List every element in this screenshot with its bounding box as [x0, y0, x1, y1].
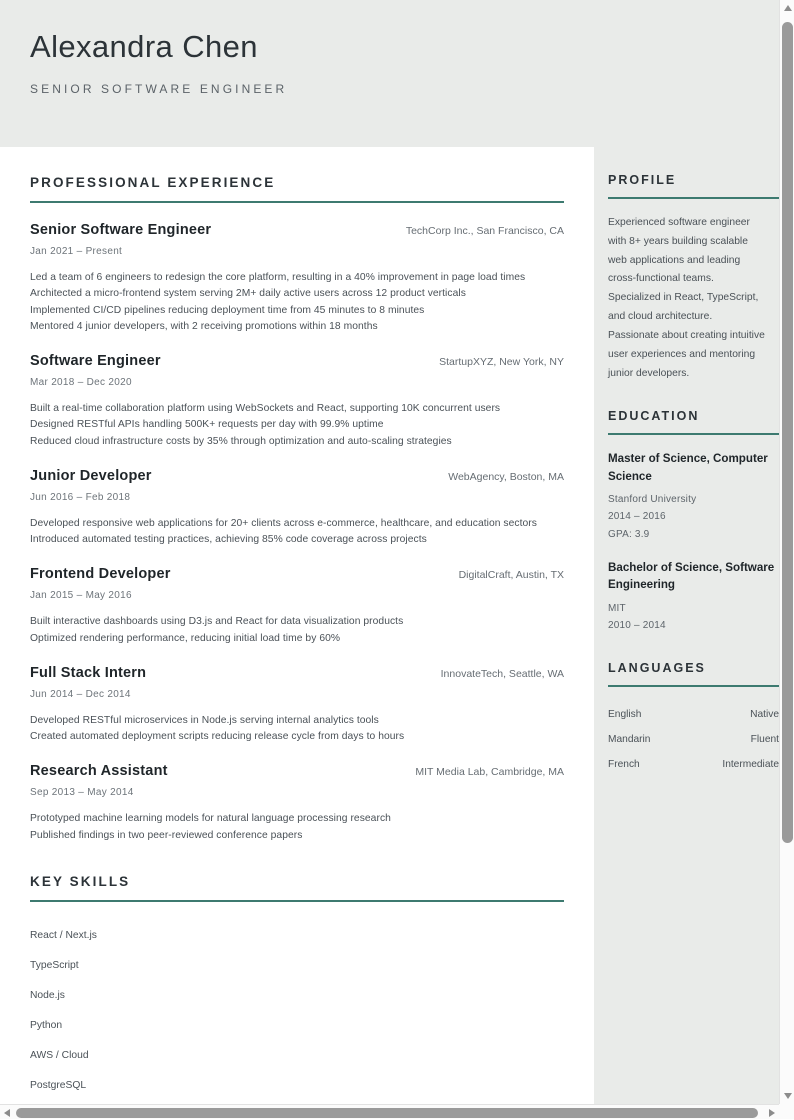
skill-item: React / Next.js — [30, 930, 97, 942]
experience-bullet: Published findings in two peer-reviewed conference papers — [30, 829, 303, 841]
language-row — [608, 752, 779, 777]
resume-header — [0, 0, 779, 147]
education-school: Stanford University — [608, 493, 697, 505]
section-heading-experience: PROFESSIONAL EXPERIENCE — [30, 175, 276, 190]
education-degree: Bachelor of Science, Software Engineering — [608, 561, 775, 592]
experience-company-location: StartupXYZ, New York, NY — [439, 356, 564, 369]
scrollbar-corner — [779, 1104, 794, 1119]
experience-list — [30, 222, 564, 844]
resume-body — [0, 147, 779, 1104]
experience-entry-header — [30, 353, 564, 369]
language-name: French — [608, 758, 640, 770]
experience-bullet-list — [30, 614, 564, 647]
experience-bullet: Created automated deployment scripts reducing release cycle from days to hours — [30, 731, 405, 743]
candidate-job-title: SENIOR SOFTWARE ENGINEER — [30, 82, 288, 97]
skill-item: Node.js — [30, 990, 65, 1002]
experience-bullet: Developed responsive web applications for 20+ clients across e-commerce, healthcare, and education sectors — [30, 517, 537, 529]
section-rule-experience — [30, 201, 564, 203]
experience-bullet-list — [30, 713, 564, 746]
experience-bullet: Prototyped machine learning models for natural language processing research — [30, 813, 391, 825]
experience-date-range: Jun 2016 – Feb 2018 — [30, 491, 131, 503]
experience-job-title: Junior Developer — [30, 467, 152, 484]
experience-bullet-list — [30, 811, 564, 844]
section-heading-profile: PROFILE — [608, 173, 677, 187]
horizontal-scrollbar-thumb[interactable] — [16, 1108, 758, 1118]
experience-job-title: Research Assistant — [30, 763, 168, 780]
section-professional-experience — [30, 175, 564, 844]
experience-bullet: Implemented CI/CD pipelines reducing deployment time from 45 minutes to 8 minutes — [30, 304, 425, 316]
section-education — [608, 409, 779, 634]
experience-entry-header — [30, 566, 564, 582]
education-degree: Master of Science, Computer Science — [608, 452, 768, 483]
experience-bullet: Led a team of 6 engineers to redesign the core platform, resulting in a 40% improvement in page load times — [30, 272, 526, 283]
experience-bullet: Introduced automated testing practices, achieving 85% code coverage across projects — [30, 534, 427, 546]
experience-company-location: InnovateTech, Seattle, WA — [440, 667, 564, 680]
sidebar-column — [594, 147, 779, 1104]
experience-entry-header — [30, 222, 564, 238]
language-level: Intermediate — [722, 758, 779, 770]
experience-bullet: Mentored 4 junior developers, with 2 receiving promotions within 18 months — [30, 320, 378, 332]
experience-company-location: MIT Media Lab, Cambridge, MA — [415, 766, 564, 779]
vertical-scrollbar[interactable] — [779, 0, 794, 1104]
experience-company-location: DigitalCraft, Austin, TX — [458, 569, 564, 582]
experience-company-location: WebAgency, Boston, MA — [448, 470, 564, 483]
skill-item: TypeScript — [30, 960, 79, 972]
language-level: Native — [750, 708, 779, 720]
experience-entry — [30, 222, 564, 335]
experience-date-range: Jan 2021 – Present — [30, 246, 123, 257]
experience-entry — [30, 763, 564, 844]
language-name: Mandarin — [608, 733, 651, 745]
scroll-up-arrow-icon[interactable] — [780, 0, 794, 16]
experience-entry — [30, 353, 564, 450]
candidate-name: Alexandra Chen — [30, 29, 258, 64]
scroll-right-arrow-icon[interactable] — [763, 1105, 779, 1120]
experience-entry-header — [30, 763, 564, 779]
education-list — [608, 450, 779, 634]
vertical-scrollbar-thumb[interactable] — [782, 22, 793, 843]
language-row — [608, 727, 779, 752]
languages-list — [608, 702, 779, 777]
section-rule-skills — [30, 900, 564, 902]
experience-bullet-list — [30, 270, 564, 335]
horizontal-scrollbar[interactable] — [0, 1104, 794, 1119]
experience-bullet: Architected a micro-frontend system serving 2M+ daily active users across 12 product verticals — [30, 288, 466, 300]
scroll-down-arrow-icon[interactable] — [780, 1088, 794, 1104]
language-row — [608, 702, 779, 727]
experience-bullet-list — [30, 401, 564, 450]
section-profile — [608, 173, 779, 383]
education-gpa: GPA: 3.9 — [608, 528, 650, 540]
education-entry — [608, 559, 779, 634]
experience-bullet: Reduced cloud infrastructure costs by 35% through optimization and auto-scaling strategies — [30, 435, 452, 447]
section-key-skills — [30, 874, 564, 1101]
experience-entry — [30, 566, 564, 647]
section-heading-education: EDUCATION — [608, 409, 700, 424]
experience-bullet-list — [30, 516, 564, 549]
experience-entry — [30, 468, 564, 549]
language-level: Fluent — [750, 733, 779, 745]
main-column — [0, 147, 594, 1104]
skills-list — [30, 921, 564, 1101]
experience-bullet: Optimized rendering performance, reducing initial load time by 60% — [30, 632, 341, 644]
experience-job-title: Software Engineer — [30, 353, 161, 370]
section-languages — [608, 661, 779, 777]
experience-date-range: Sep 2013 – May 2014 — [30, 787, 134, 799]
section-heading-skills: KEY SKILLS — [30, 873, 131, 889]
experience-date-range: Jan 2015 – May 2016 — [30, 590, 132, 602]
education-years: 2014 – 2016 — [608, 511, 666, 523]
experience-bullet: Developed RESTful microservices in Node.js serving internal analytics tools — [30, 714, 379, 726]
skill-item: Python — [30, 1020, 63, 1032]
scroll-left-arrow-icon[interactable] — [0, 1105, 16, 1120]
skill-item: PostgreSQL — [30, 1080, 87, 1092]
language-name: English — [608, 708, 642, 720]
experience-bullet: Built a real-time collaboration platform using WebSockets and React, supporting 10K concurrent users — [30, 403, 501, 415]
experience-date-range: Mar 2018 – Dec 2020 — [30, 377, 132, 389]
experience-job-title: Senior Software Engineer — [30, 222, 212, 238]
education-years: 2010 – 2014 — [608, 620, 666, 632]
section-heading-languages: LANGUAGES — [608, 660, 706, 675]
experience-entry-header — [30, 468, 564, 484]
skill-item: AWS / Cloud — [30, 1050, 89, 1062]
education-entry — [608, 450, 779, 543]
section-rule-education — [608, 433, 779, 435]
experience-bullet: Built interactive dashboards using D3.js and React for data visualization products — [30, 616, 404, 628]
experience-bullet: Designed RESTful APIs handling 500K+ requests per day with 99.9% uptime — [30, 419, 384, 431]
experience-job-title: Full Stack Intern — [30, 664, 147, 681]
profile-summary-text: Experienced software engineer with 8+ years building scalable web applications and leading cross-functional teams. Specialized in React, TypeScript, and cloud architecture. Passionate about creating intuitive user experiences and mentoring junior developers. — [608, 217, 765, 379]
experience-entry-header — [30, 665, 564, 681]
experience-job-title: Frontend Developer — [30, 566, 171, 583]
experience-date-range: Jun 2014 – Dec 2014 — [30, 688, 131, 700]
section-rule-profile — [608, 197, 779, 199]
education-school: MIT — [608, 602, 626, 614]
section-rule-languages — [608, 685, 779, 687]
experience-company-location: TechCorp Inc., San Francisco, CA — [405, 225, 564, 237]
experience-entry — [30, 665, 564, 746]
